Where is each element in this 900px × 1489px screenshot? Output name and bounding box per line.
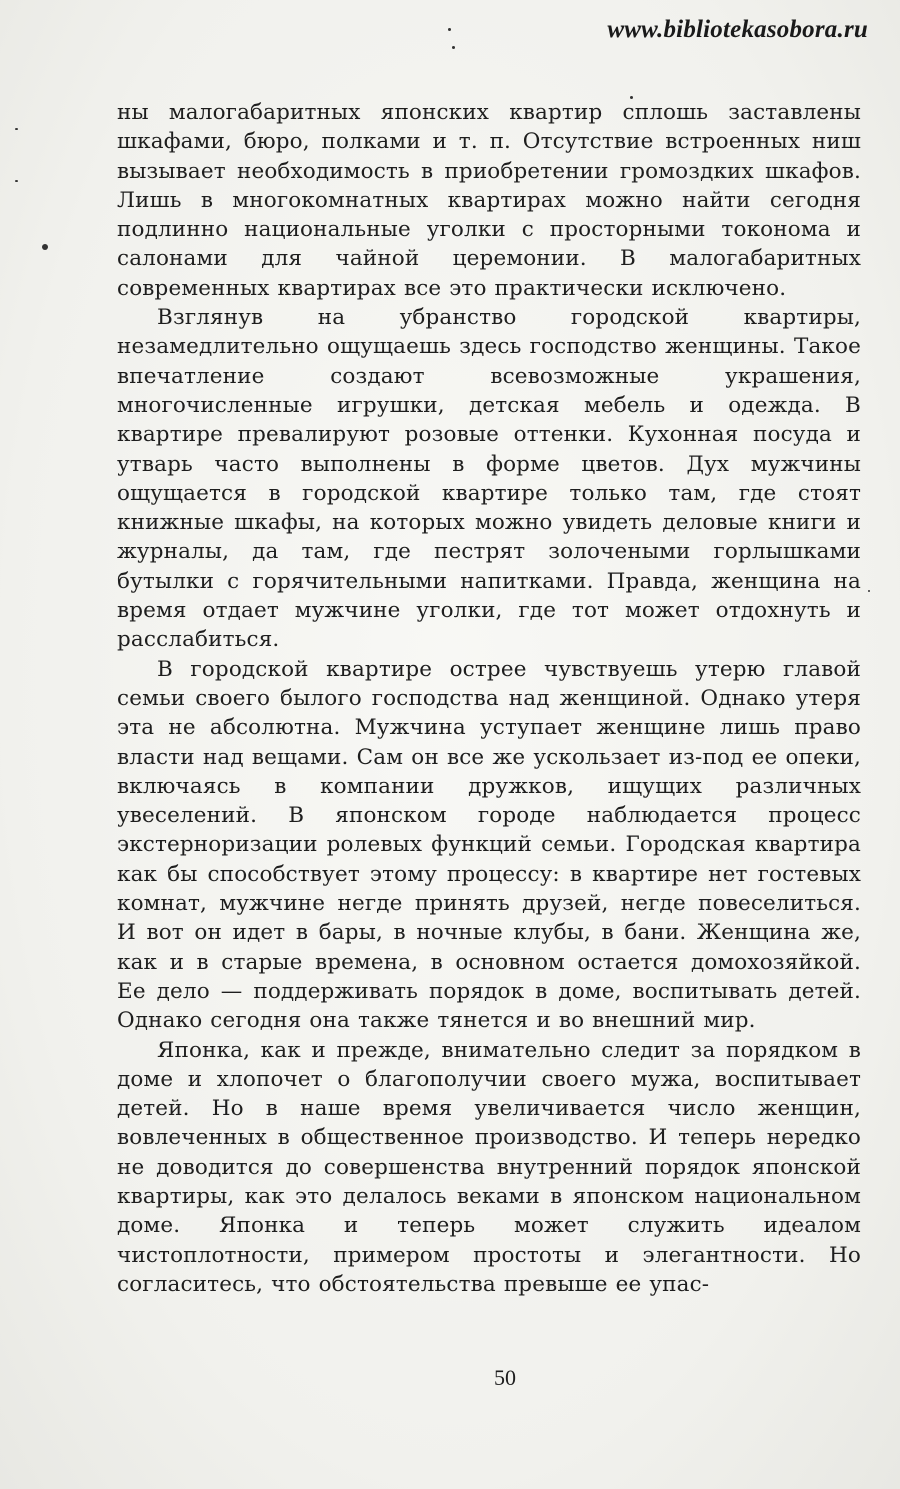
- paragraph-1: ны малогабаритных японских квартир сплошь заставлены шкафами, бюро, полками и т. п. Отсутствие встроенных ниш вызывает необходимость в приобретении громоздких шкафов. Лишь в многокомнатных квартирах можно найти сегодня подлинно национальные уголки с просторными токонома и салонами для чайной церемонии. В малогабаритных современных квартирах все это практически исключено.: [117, 100, 861, 301]
- scan-speck: [630, 96, 633, 99]
- scan-speck: [15, 128, 18, 130]
- scan-speck: [448, 28, 451, 31]
- site-watermark: www.bibliotekasobora.ru: [607, 16, 868, 43]
- scan-speck: [868, 590, 870, 592]
- scan-speck: [15, 180, 18, 182]
- page-number: 50: [494, 1365, 516, 1390]
- paragraph-2: Взглянув на убранство городской квартиры, незамедлительно ощущаешь здесь господство женщины. Такое впечатление создают всевозможные украшения, многочисленные игрушки, детская мебель и одежда. В квартире превалируют розовые оттенки. Кухонная посуда и утварь часто выполнены в форме цветов. Дух мужчины ощущается в городской квартире только там, где стоят книжные шкафы, на которых можно увидеть деловые книги и журналы, да там, где пестрят золочеными горлышками бутылки с горячительными напитками. Правда, женщина на время отдает мужчине уголки, где тот может отдохнуть и расслабиться.: [117, 305, 861, 653]
- paragraph-4: Японка, как и прежде, внимательно следит за порядком в доме и хлопочет о благополучии своего мужа, воспитывает детей. Но в наше время увеличивается число женщин, вовлеченных в общественное производство. И теперь нередко не доводится до совершенства внутренний порядок японской квартиры, как это делалось веками в японском национальном доме. Японка и теперь может служить идеалом чистоплотности, примером простоты и элегантности. Но согласитесь, что обстоятельства превыше ее упас-: [117, 1037, 861, 1297]
- scan-speck: [452, 46, 455, 49]
- scan-speck: [42, 244, 48, 250]
- body-text: [117, 98, 861, 1299]
- paragraph-3: В городской квартире острее чувствуешь утерю главой семьи своего былого господства над женщиной. Однако утеря эта не абсолютна. Мужчина уступает женщине лишь право власти над вещами. Сам он все же ускользает из-под ее опеки, включаясь в компании дружков, ищущих различных увеселений. В японском городе наблюдается процесс экстерноризации ролевых функций семьи. Городская квартира как бы способствует этому процессу: в квартире нет гостевых комнат, мужчине негде принять друзей, негде повеселиться. И вот он идет в бары, в ночные клубы, в бани. Женщина же, как и в старые времена, в основном остается домохозяйкой. Ее дело — поддерживать порядок в доме, воспитывать детей. Однако сегодня она также тянется и во внешний мир.: [117, 656, 861, 1034]
